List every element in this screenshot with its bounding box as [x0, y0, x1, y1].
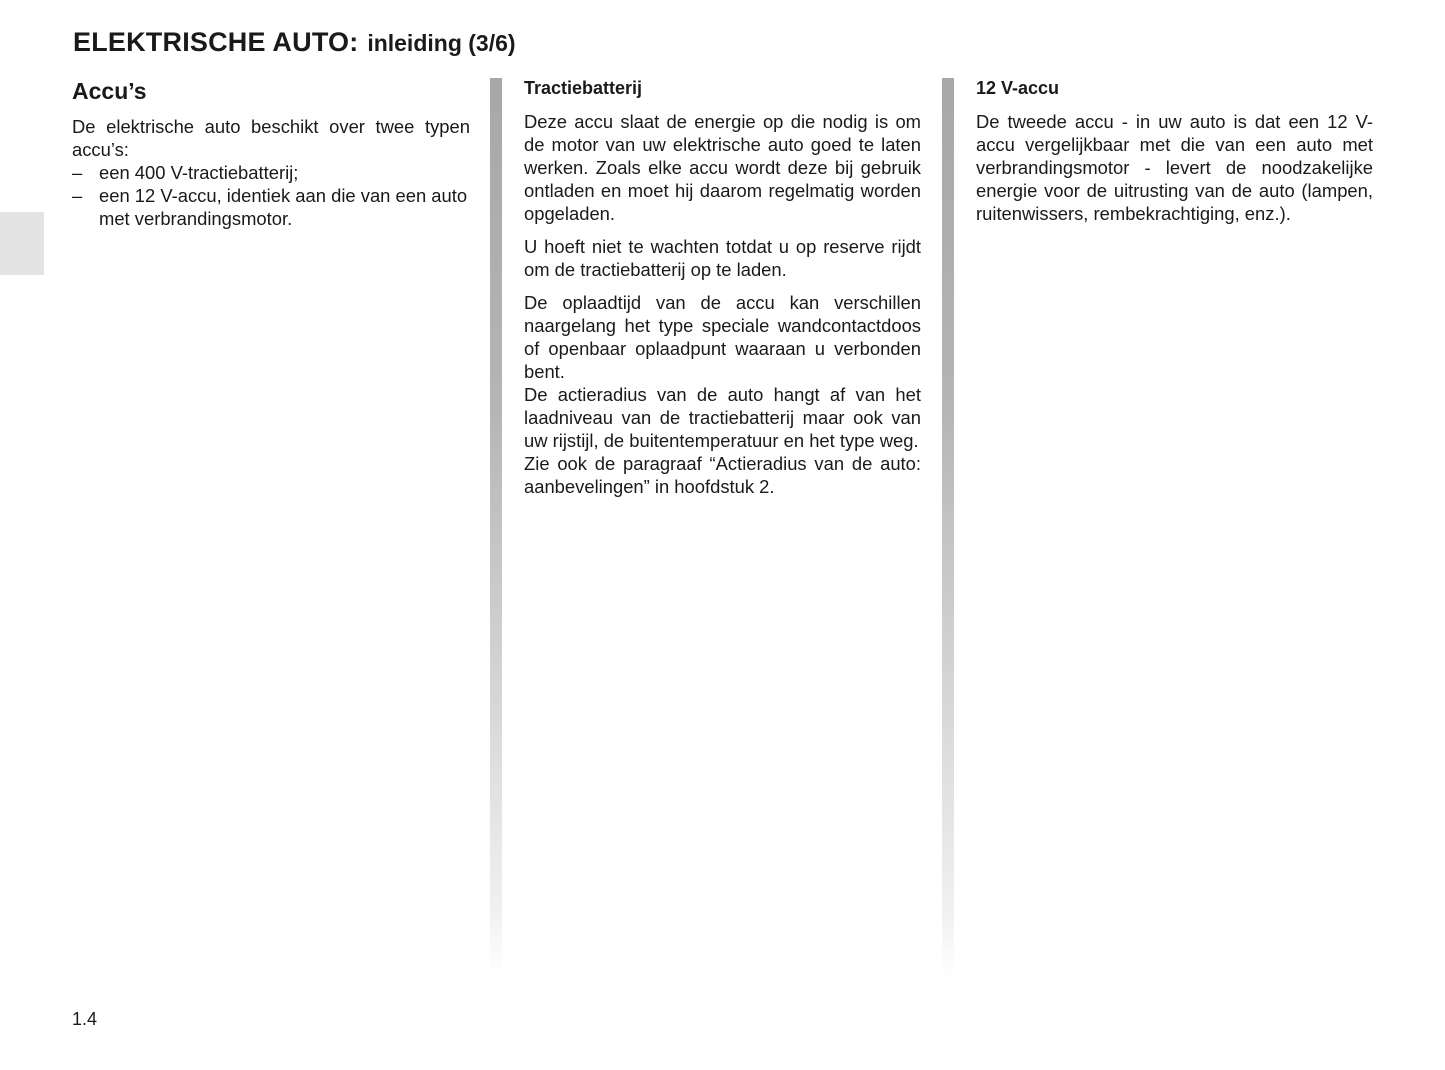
page-title-sub: inleiding (3/6)	[367, 30, 516, 56]
page-number: 1.4	[72, 1009, 98, 1029]
section-heading-accus: Accu’s	[72, 78, 147, 104]
accus-list	[72, 161, 470, 230]
sub-heading-tractiebatterij: Tractiebatterij	[524, 78, 643, 98]
column-accus	[72, 78, 470, 230]
paragraph: De actieradius van de auto hangt af van het laadniveau van de tractiebatterij maar ook van uw rijstijl, de buitentemperatuur en het type weg.	[524, 384, 921, 451]
accus-intro: De elektrische auto beschikt over twee typen accu’s:	[72, 116, 470, 160]
list-item: – een 400 V-tractiebatterij;	[72, 161, 470, 184]
paragraph: De oplaadtijd van de accu kan verschillen naargelang het type speciale wandcontactdoos of openbaar oplaadpunt waaraan u verbonden bent.	[524, 292, 921, 382]
column-tractiebatterij	[524, 78, 921, 498]
column-divider	[490, 78, 502, 978]
paragraph: Deze accu slaat de energie op die nodig is om de motor van uw elektrische auto goed te laten werken. Zoals elke accu wordt deze bij gebruik ontladen en moet hij daarom regelmatig worden opgeladen.	[524, 111, 921, 224]
list-item: – een 12 V-accu, identiek aan die van een auto met verbrandingsmotor.	[72, 184, 470, 230]
page-title-main: ELEKTRISCHE AUTO:	[73, 27, 359, 57]
sub-heading-12v-accu: 12 V-accu	[976, 78, 1060, 98]
paragraph: Zie ook de paragraaf “Actieradius van de auto: aanbevelingen” in hoofdstuk 2.	[524, 453, 921, 497]
column-12v-accu	[976, 78, 1373, 225]
column-divider	[942, 78, 954, 978]
page-title	[73, 22, 516, 61]
paragraph: De tweede accu - in uw auto is dat een 12 V-accu vergelijkbaar met die van een auto met verbrandingsmotor - levert de noodzakelijke energie voor de uitrusting van de auto (lampen, ruitenwissers, rembekrachtiging, enz.).	[976, 111, 1373, 224]
paragraph: U hoeft niet te wachten totdat u op reserve rijdt om de tractiebatterij op te laden.	[524, 236, 921, 280]
chapter-tab-marker	[0, 212, 44, 275]
